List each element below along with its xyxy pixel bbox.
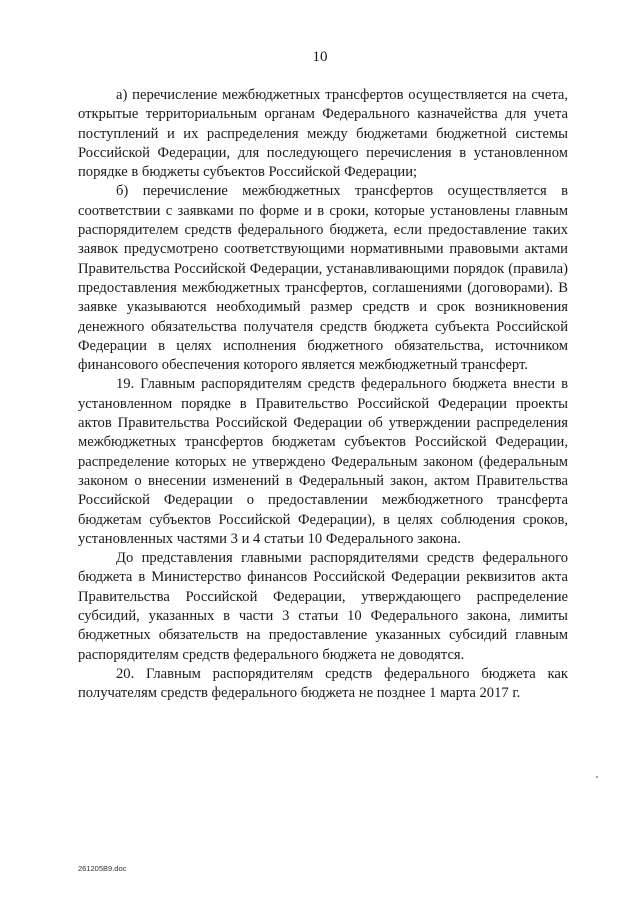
document-body [78, 86, 568, 704]
scan-speck [596, 776, 598, 778]
page-number: 10 [312, 49, 328, 65]
paragraph-19-continued: До представления главными распорядителями средств федерального бюджета в Министерство финансов Российской Федерации реквизитов акта Правительства Российской Федерации, утверждающего распределение субсидий, указанных в части 3 статьи 10 Федерального закона, лимиты бюджетных обязательств на предоставление указанных субсидий главным распорядителям средств федерального бюджета не доводятся. [78, 550, 568, 663]
paragraph-20: 20. Главным распорядителям средств федерального бюджета как получателям средств федерального бюджета не позднее 1 марта 2017 г. [78, 665, 568, 702]
paragraph-a: а) перечисление межбюджетных трансфертов осуществляется на счета, открытые территориальным органам Федерального казначейства для учета поступлений и их распределения между бюджетами бюджетной системы Российской Федерации, для последующего перечисления в установленном порядке в бюджеты субъектов Российской Федерации; [78, 87, 568, 181]
paragraph-19: 19. Главным распорядителям средств федерального бюджета внести в установленном порядке в Правительство Российской Федерации проекты актов Правительства Российской Федерации об утверждении распределения межбюджетных трансфертов бюджетам субъектов Российской Федерации, распределение которых не утверждено Федеральным законом (федеральным законом о внесении изменений в Федеральный закон, актом Правительства Российской Федерации о предоставлении межбюджетного трансферта бюджетам субъектов Российской Федерации), в целях соблюдения сроков, установленных частями 3 и 4 статьи 10 Федерального закона. [78, 376, 568, 547]
paragraph-b: б) перечисление межбюджетных трансфертов осуществляется в соответствии с заявками по форме и в сроки, которые установлены главным распорядителем средств федерального бюджета, если предоставление таких заявок предусмотрено соответствующими нормативными правовыми актами Правительства Российской Федерации, устанавливающими порядок (правила) предоставления межбюджетных трансфертов, соглашениями (договорами). В заявке указываются необходимый размер средств и срок возникновения денежного обязательства получателя средств бюджета субъекта Российской Федерации в целях исполнения бюджетного обязательства, источником финансового обеспечения которого является межбюджетный трансферт. [78, 183, 568, 374]
footer-filename: 261205B9.doc [78, 864, 127, 873]
